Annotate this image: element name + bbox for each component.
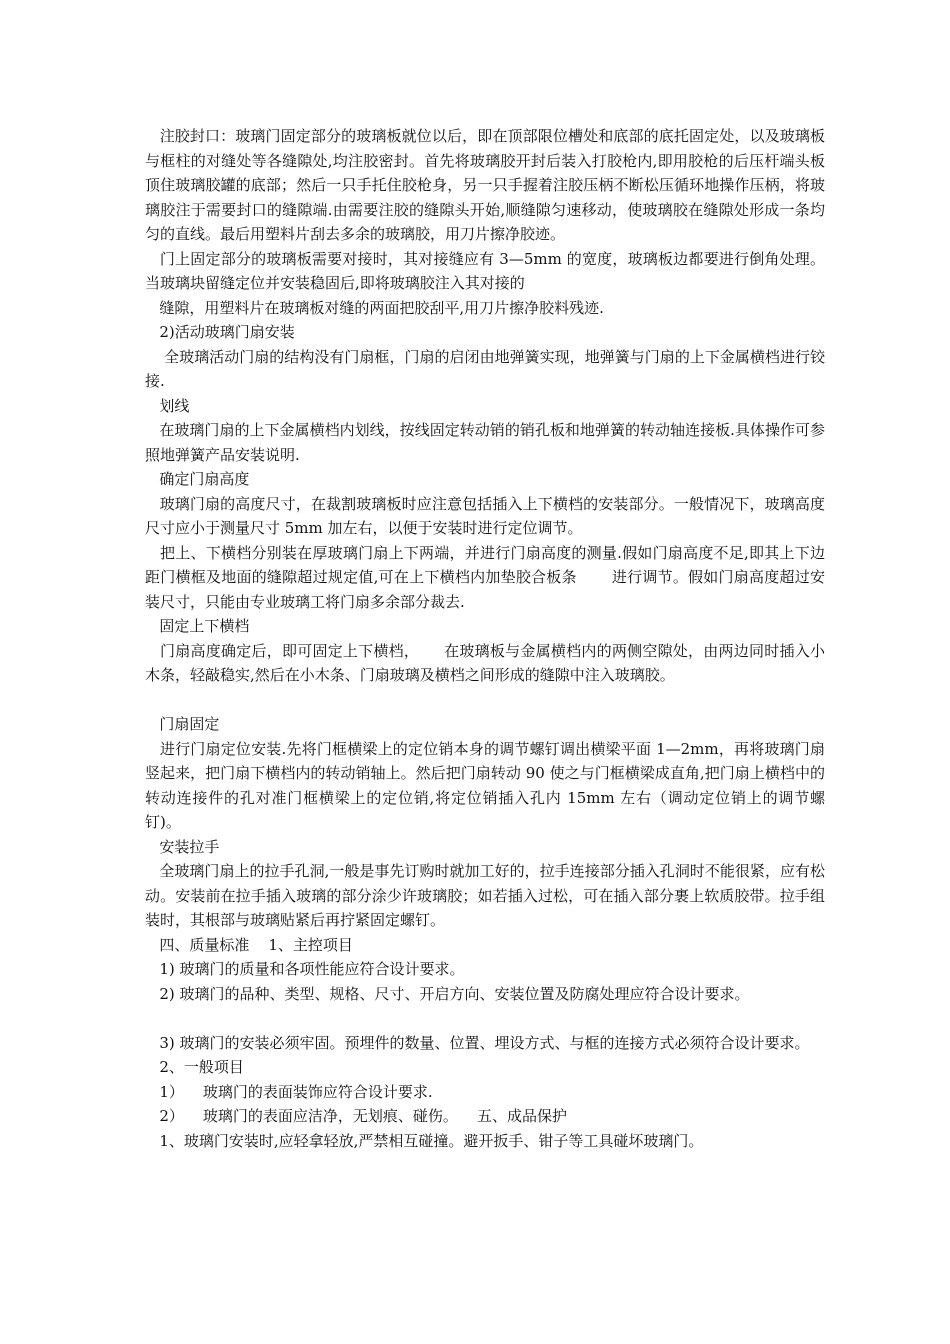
blank-line: [145, 688, 825, 713]
list-item-general-1: 1） 玻璃门的表面装饰应符合设计要求.: [145, 1082, 433, 1101]
paragraph-joint-width: 门上固定部分的玻璃板需要对接时，其对接缝应有 3—5mm 的宽度，玻璃板边都要进行倒角处理。当玻璃块留缝定位并安装稳固后,即将玻璃胶注入其对接的: [145, 249, 825, 292]
list-item-main-1: 1) 玻璃门的质量和各项性能应符合设计要求。: [145, 960, 465, 978]
paragraph-sealing: 注胶封口：玻璃门固定部分的玻璃板就位以后，即在顶部限位槽处和底部的底托固定处，以及玻璃板与框柱的对缝处等各缝隙处,均注胶密封。首先将玻璃胶开封后装入打胶枪内,即用胶枪的后压杆端头板顶住玻璃胶罐的底部；然后一只手托住胶枪身，另一只手握着注胶压柄不断松压循环地操作压柄，将玻璃胶注于需要封口的缝隙端.由需要注胶的缝隙头开始,顺缝隙匀速移动，使玻璃胶在缝隙处形成一条均匀的直线。最后用塑料片刮去多余的玻璃胶，用刀片擦净胶迹。: [145, 127, 825, 243]
heading-fix-rails: 固定上下横档: [145, 617, 250, 635]
heading-door-height: 确定门扇高度: [145, 470, 250, 488]
blank-line: [145, 1006, 825, 1031]
list-item-main-2: 2) 玻璃门的品种、类型、规格、尺寸、开启方向、安装位置及防腐处理应符合设计要求。: [145, 984, 750, 1003]
paragraph-door-height-2: 把上、下横档分别装在厚玻璃门扇上下两端，并进行门扇高度的测量.假如门扇高度不足,即其上下边距门横框及地面的缝隙超过规定值,可在上下横档内加垫胶合板条 进行调节。假如门扇高度超过安装尺寸，只能由专业玻璃工将门扇多余部分裁去.: [145, 543, 825, 611]
list-item-general-2: 2） 玻璃门的表面应洁净，无划痕、碰伤。 五、成品保护: [145, 1107, 568, 1125]
paragraph-door-height-1: 玻璃门扇的高度尺寸，在裁割玻璃板时应注意包括插入上下横档的安装部分。一般情况下，玻璃高度尺寸应小于测量尺寸 5mm 加左右，以便于安装时进行定位调节。: [145, 494, 825, 537]
heading-door-fixing: 门扇固定: [145, 715, 220, 733]
paragraph-handle: 全玻璃门扇上的拉手孔洞,一般是事先订购时就加工好的，拉手连接部分插入孔洞时不能很紧，应有松动。安装前在拉手插入玻璃的部分涂少许玻璃胶；如若插入过松，可在插入部分裹上软质胶带。拉手组装时，其根部与玻璃贴紧后再拧紧固定螺钉。: [145, 862, 825, 929]
paragraph-active-door: 全玻璃活动门扇的结构没有门扇框，门扇的启闭由地弹簧实现，地弹簧与门扇的上下金属横档进行铰接.: [145, 347, 825, 390]
heading-active-door: 2)活动玻璃门扇安装: [145, 323, 295, 341]
paragraph-door-fixing: 进行门扇定位安装.先将门框横梁上的定位销本身的调节螺钉调出横梁平面 1—2mm，再将玻璃门扇竖起来，把门扇下横档内的转动销轴上。然后把门扇转动 90 使之与门框横梁成直角,把门扇上横档中的转动连接件的孔对准门框横梁上的定位销,将定位销插入孔内 15mm 左右（调动定位销上的调节螺钉)。: [145, 739, 826, 831]
list-item-protection-1: 1、玻璃门安装时,应轻拿轻放,严禁相互碰撞。避开扳手、钳子等工具碰坏玻璃门。: [145, 1131, 704, 1150]
paragraph-marking: 在玻璃门扇的上下金属横档内划线，按线固定转动销的销孔板和地弹簧的转动轴连接板.具体操作可参照地弹簧产品安装说明.: [145, 421, 825, 464]
heading-handle: 安装拉手: [145, 837, 220, 856]
document-body: [145, 124, 825, 1153]
heading-quality: 四、质量标准 1、主控项目: [145, 935, 353, 954]
list-item-main-3: 3) 玻璃门的安装必须牢固。预埋件的数量、位置、埋设方式、与框的连接方式必须符合设计要求。: [145, 1033, 810, 1052]
paragraph-joint-finish: 缝隙，用塑料片在玻璃板对缝的两面把胶刮平,用刀片擦净胶料残迹.: [145, 298, 604, 317]
paragraph-fix-rails: 门扇高度确定后，即可固定上下横档， 在玻璃板与金属横档内的两侧空隙处，由两边同时插入小木条，轻敲稳实,然后在小木条、门扇玻璃及横档之间形成的缝隙中注入玻璃胶。: [145, 641, 825, 684]
heading-general-items: 2、一般项目: [145, 1058, 244, 1076]
heading-marking: 划线: [145, 396, 190, 415]
